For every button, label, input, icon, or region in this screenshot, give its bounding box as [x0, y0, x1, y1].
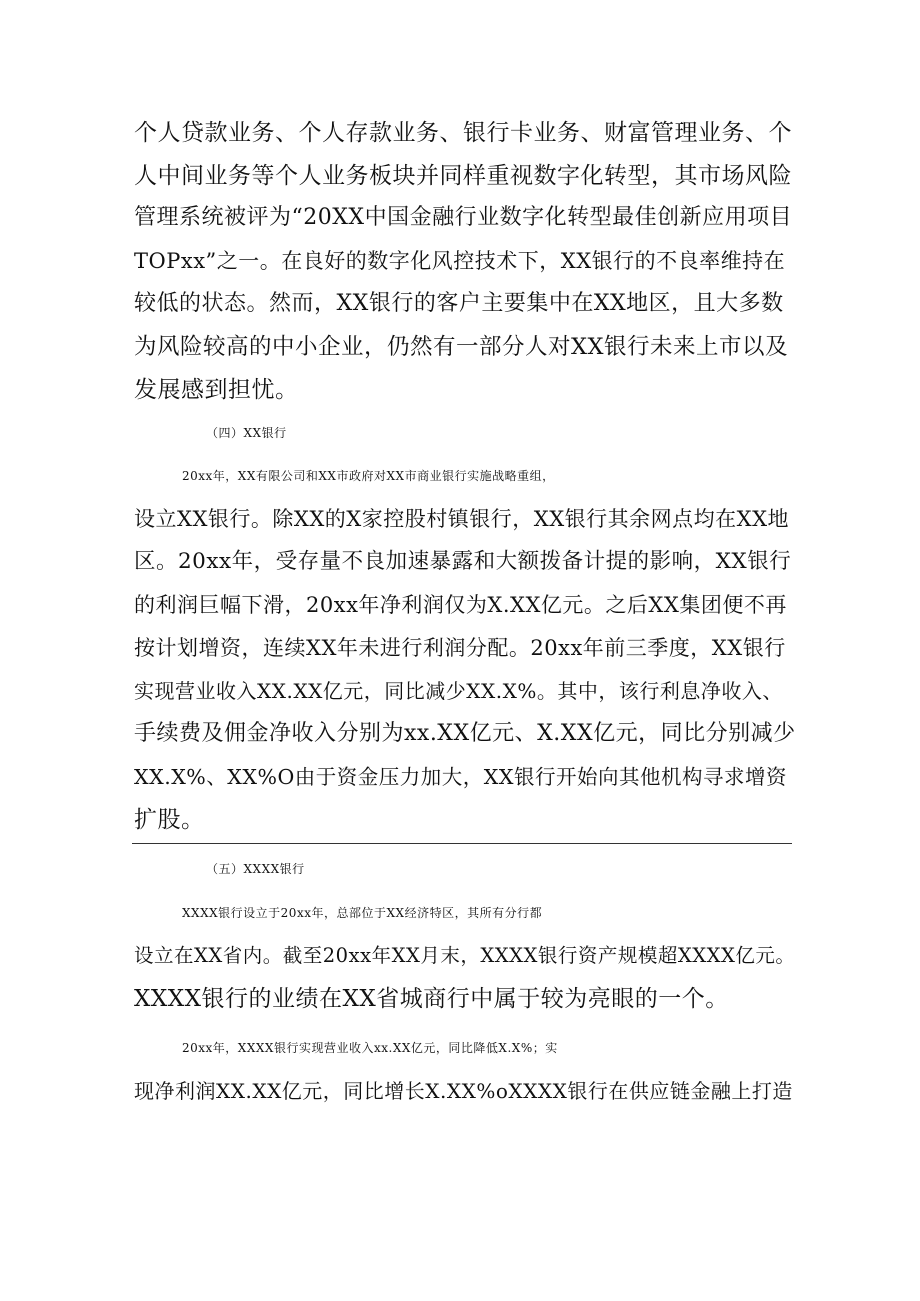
section-heading: （四）XX银行 — [206, 426, 287, 440]
paragraph-line: 区。20xx年，受存量不良加速暴露和大额拨备计提的影响，XX银行 — [134, 549, 792, 574]
paragraph-line: 手续费及佣金净收入分别为xx.XX亿元、X.XX亿元，同比分别减少 — [134, 721, 796, 746]
paragraph-line: 现净利润XX.XX亿元，同比增长X.XX%oXXXX银行在供应链金融上打造 — [134, 1079, 793, 1103]
paragraph-line: 管理系统被评为“20XX中国金融行业数字化转型最佳创新应用项目 — [134, 205, 793, 230]
paragraph-line: XXXX银行的业绩在XX省城商行中属于较为亮眼的一个。 — [134, 986, 729, 1012]
paragraph-line: 为风险较高的中小企业，仍然有一部分人对XX银行未来上市以及 — [134, 334, 789, 360]
paragraph-line: 设立在XX省内。截至20xx年XX月末，XXXX银行资产规模超XXXX亿元。 — [134, 944, 796, 967]
paragraph-line: 发展感到担忧。 — [134, 377, 299, 403]
paragraph-line: XX.X%、XX%O由于资金压力加大，XX银行开始向其他机构寻求增资 — [134, 765, 787, 789]
paragraph-line: 个人贷款业务、个人存款业务、银行卡业务、财富管理业务、个 — [134, 120, 792, 146]
paragraph-line: 20xx年，XXXX银行实现营业收入xx.XX亿元，同比降低X.X%；实 — [182, 1041, 558, 1055]
section-heading: （五）XXXX银行 — [206, 862, 305, 876]
paragraph-line: 20xx年，XX有限公司和XX市政府对XX市商业银行实施战略重组， — [182, 469, 555, 483]
horizontal-divider — [132, 843, 792, 844]
paragraph-line: 扩股。 — [134, 807, 205, 833]
paragraph-line: 较低的状态。然而，XX银行的客户主要集中在XX地区，且大多数 — [134, 291, 784, 316]
paragraph-line: 设立XX银行。除XX的X家控股村镇银行，XX银行其余网点均在XX地 — [134, 507, 790, 531]
paragraph-line: XXXX银行设立于20xx年，总部位于XX经济特区，其所有分行都 — [182, 906, 543, 920]
paragraph-line: 实现营业收入XX.XX亿元，同比减少XX.X%。其中，该行利息净收入、 — [134, 679, 783, 703]
paragraph-line: TOPxx”之一。在良好的数字化风控技术下，XX银行的不良率维持在 — [134, 249, 786, 273]
paragraph-line: 人中间业务等个人业务板块并同样重视数字化转型，其市场风险 — [134, 163, 792, 189]
paragraph-line: 按计划增资，连续XX年未进行利润分配。20xx年前三季度，XX银行 — [134, 636, 786, 660]
paragraph-line: 的利润巨幅下滑，20xx年净利润仅为X.XX亿元。之后XX集团便不再 — [134, 593, 787, 617]
